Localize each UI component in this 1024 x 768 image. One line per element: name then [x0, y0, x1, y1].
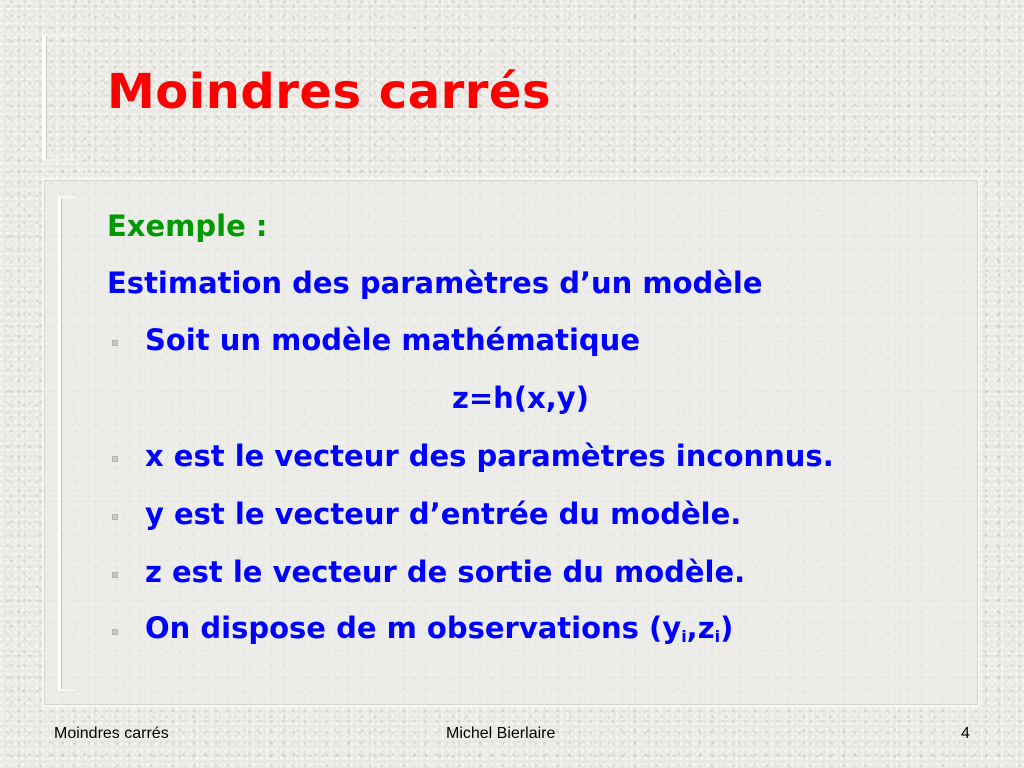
- observations-middle: ,z: [686, 611, 715, 645]
- bullet-item-5: [145, 611, 734, 646]
- subscript-i-y: i: [681, 627, 687, 646]
- bullet-item-4: z est le vecteur de sortie du modèle.: [145, 555, 746, 589]
- subscript-i-z: i: [714, 627, 721, 646]
- bullet-marker-3: [112, 514, 118, 520]
- slide-title: Moindres carrés: [107, 64, 552, 120]
- bullet-marker-4: [112, 572, 118, 578]
- bullet-item-2: x est le vecteur des paramètres inconnus.: [145, 439, 834, 473]
- content-bracket-decoration: [58, 196, 76, 691]
- bullet-item-1: Soit un modèle mathématique: [145, 323, 640, 357]
- formula-line: z=h(x,y): [452, 381, 589, 415]
- footer-page-number: 4: [961, 725, 970, 742]
- bullet-marker-2: [112, 456, 118, 462]
- bullet-item-3: y est le vecteur d’entrée du modèle.: [145, 497, 742, 531]
- title-bracket-decoration: [42, 34, 76, 161]
- observations-prefix: On dispose de m observations (y: [145, 611, 682, 645]
- example-heading: Exemple :: [107, 209, 268, 243]
- bullet-marker-1: [112, 340, 118, 346]
- subtitle-line: Estimation des paramètres d’un modèle: [107, 266, 763, 300]
- observations-suffix: ): [720, 611, 734, 645]
- bullet-marker-5: [112, 629, 118, 635]
- footer-author: Michel Bierlaire: [446, 725, 556, 742]
- footer-title: Moindres carrés: [54, 725, 169, 742]
